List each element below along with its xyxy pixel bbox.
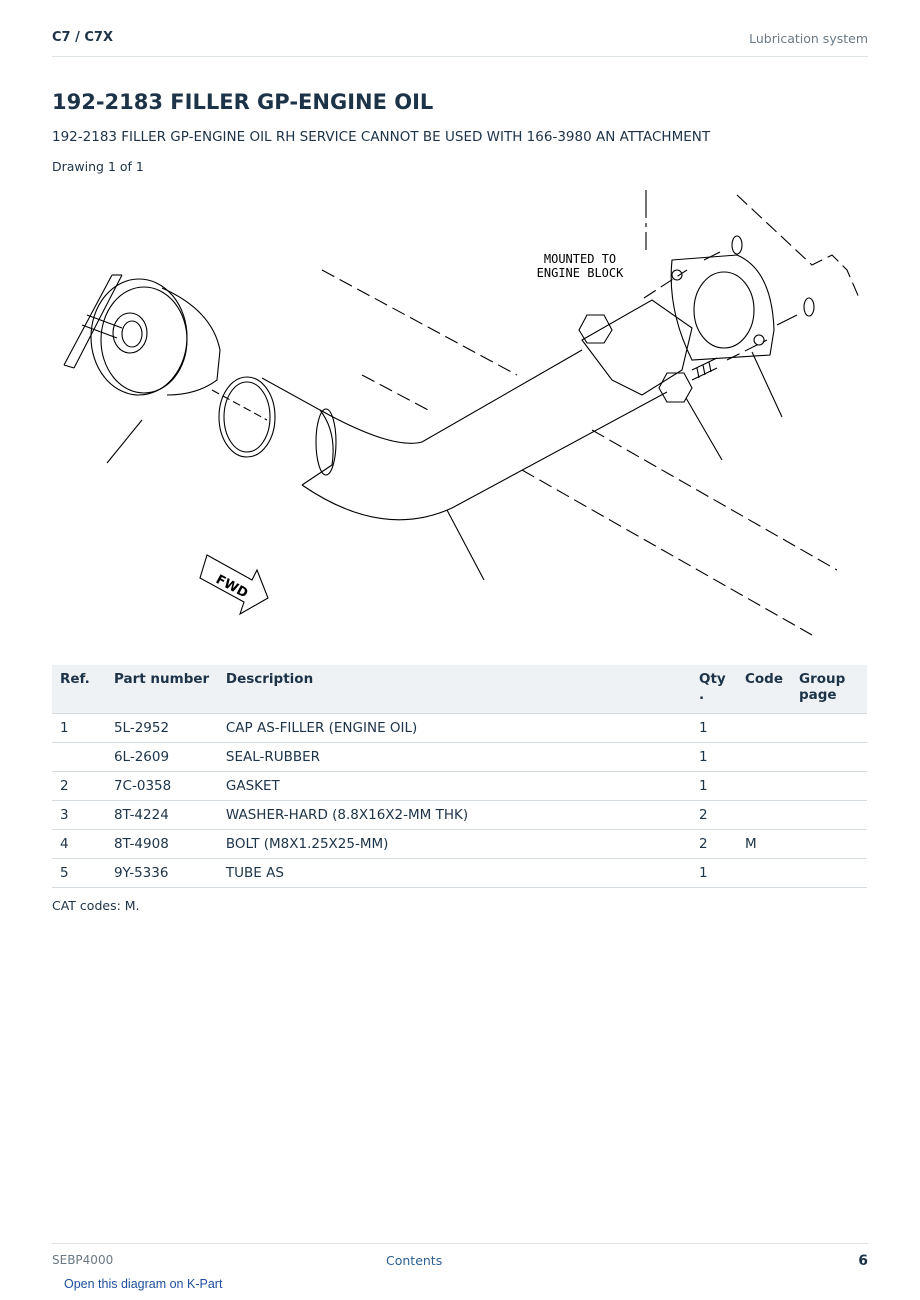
seal-drawing (212, 377, 275, 457)
cell-group-page (791, 772, 867, 801)
callout-line1: MOUNTED TO (543, 252, 617, 266)
block-outline-line (522, 470, 812, 635)
model-label: C7 / C7X (52, 30, 113, 45)
cell-qty: 1 (691, 859, 737, 888)
cell-description: GASKET (218, 772, 691, 801)
cell-description: WASHER-HARD (8.8X16X2-MM THK) (218, 801, 691, 830)
cell-group-page (791, 859, 867, 888)
filler-cap-drawing (64, 275, 220, 463)
cell-ref: 5 (52, 859, 106, 888)
cell-description: CAP AS-FILLER (ENGINE OIL) (218, 714, 691, 743)
callout-line2: ENGINE BLOCK (536, 266, 624, 280)
cell-qty: 2 (691, 830, 737, 859)
cell-qty: 1 (691, 772, 737, 801)
cell-ref: 4 (52, 830, 106, 859)
cell-part-number: 7C-0358 (106, 772, 218, 801)
table-row (52, 801, 867, 830)
col-header-qty: Qty . (691, 665, 737, 714)
block-outline-line (737, 195, 860, 300)
cell-code: M (737, 830, 791, 859)
cell-group-page (791, 830, 867, 859)
table-row (52, 830, 867, 859)
cell-code (737, 714, 791, 743)
cell-code (737, 772, 791, 801)
cell-part-number: 9Y-5336 (106, 859, 218, 888)
parts-diagram (52, 180, 868, 650)
page-number: 6 (858, 1253, 868, 1269)
cell-code (737, 743, 791, 772)
cell-part-number: 5L-2952 (106, 714, 218, 743)
flange-drawing (579, 300, 722, 460)
cell-qty: 1 (691, 714, 737, 743)
block-outline-line (322, 270, 517, 375)
table-row (52, 743, 867, 772)
cell-description: TUBE AS (218, 859, 691, 888)
cell-description: BOLT (M8X1.25X25-MM) (218, 830, 691, 859)
page-footer (52, 1243, 868, 1274)
contents-link[interactable]: Contents (386, 1253, 443, 1268)
col-header-ref: Ref. (52, 665, 106, 714)
cell-code (737, 859, 791, 888)
cell-code (737, 801, 791, 830)
page-title: 192-2183 FILLER GP-ENGINE OIL (52, 90, 434, 114)
table-row (52, 859, 867, 888)
col-header-group-page: Group page (791, 665, 867, 714)
page-header (52, 28, 868, 57)
kpart-diagram-link[interactable]: Open this diagram on K-Part (64, 1277, 223, 1291)
cell-description: SEAL-RUBBER (218, 743, 691, 772)
parts-table (52, 665, 867, 888)
cell-part-number: 8T-4224 (106, 801, 218, 830)
cell-qty: 2 (691, 801, 737, 830)
cell-group-page (791, 714, 867, 743)
cell-part-number: 8T-4908 (106, 830, 218, 859)
cell-group-page (791, 801, 867, 830)
block-outline-line (362, 375, 432, 412)
col-header-description: Description (218, 665, 691, 714)
cell-group-page (791, 743, 867, 772)
table-row (52, 772, 867, 801)
col-header-part-number: Part number (106, 665, 218, 714)
table-header-row (52, 665, 867, 714)
cell-ref (52, 743, 106, 772)
tube-drawing (262, 350, 667, 580)
cell-ref: 3 (52, 801, 106, 830)
drawing-count: Drawing 1 of 1 (52, 159, 144, 174)
cell-ref: 2 (52, 772, 106, 801)
cell-ref: 1 (52, 714, 106, 743)
section-label: Lubrication system (749, 31, 868, 46)
table-row (52, 714, 867, 743)
col-header-code: Code (737, 665, 791, 714)
cell-part-number: 6L-2609 (106, 743, 218, 772)
cat-codes-note: CAT codes: M. (52, 898, 140, 913)
gasket-drawing (644, 236, 814, 417)
cell-qty: 1 (691, 743, 737, 772)
page-subtitle: 192-2183 FILLER GP-ENGINE OIL RH SERVICE CANNOT BE USED WITH 166-3980 AN ATTACHMENT (52, 129, 711, 145)
fwd-label: FWD (213, 572, 251, 602)
block-outline-line (592, 430, 837, 570)
document-number: SEBP4000 (52, 1253, 114, 1267)
